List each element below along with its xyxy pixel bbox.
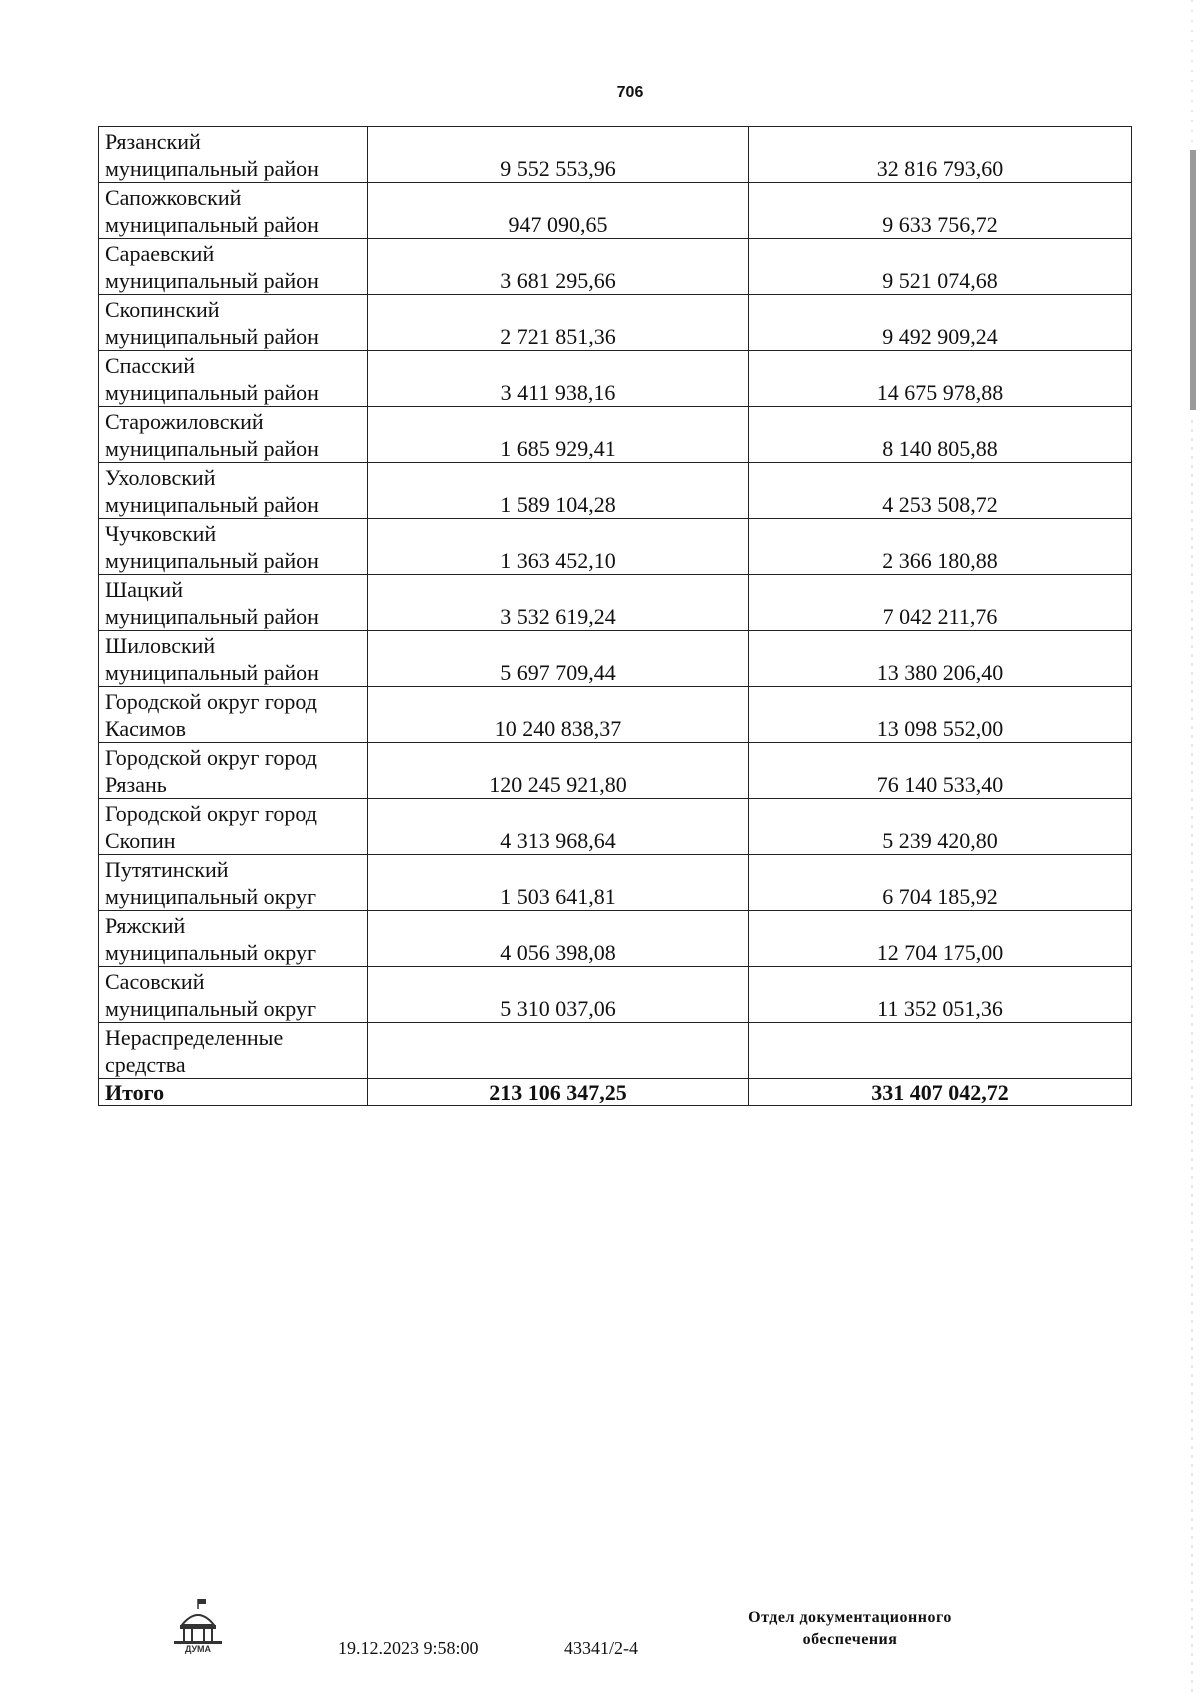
amount-cell-1: 3 411 938,16 [368,351,749,407]
district-name-cell [99,743,368,799]
district-name-cell [99,407,368,463]
amount-cell-2: 9 521 074,68 [749,239,1132,295]
district-name-line-1: Путятинский [105,857,229,882]
amount-cell-2: 6 704 185,92 [749,855,1132,911]
table-body [99,127,1132,1106]
district-name-line-1: Сараевский [105,241,215,266]
district-name-cell [99,575,368,631]
district-name-line-1: Скопинский [105,297,220,322]
amount-cell-2: 12 704 175,00 [749,911,1132,967]
table-row [99,631,1132,687]
amount-cell-2 [749,1023,1132,1079]
total-amount-cell-1: 213 106 347,25 [368,1079,749,1106]
district-name-line-2: средства [105,1052,186,1077]
amount-cell-1: 2 721 851,36 [368,295,749,351]
district-name-line-2: Скопин [105,828,176,853]
district-name-line-2: муниципальный район [105,436,319,461]
table-row [99,463,1132,519]
district-name-line-1: Городской округ город [105,689,317,714]
amount-cell-2: 8 140 805,88 [749,407,1132,463]
amount-cell-2: 14 675 978,88 [749,351,1132,407]
district-name-cell [99,239,368,295]
duma-logo-icon [168,1595,228,1655]
amount-cell-2: 2 366 180,88 [749,519,1132,575]
amount-cell-2: 32 816 793,60 [749,127,1132,183]
district-name-line-1: Сапожковский [105,185,242,210]
table-row [99,743,1132,799]
district-name-line-1: Рязанский [105,129,201,154]
footer-department [700,1607,1000,1651]
district-name-line-2: Касимов [105,716,186,741]
budget-table [98,126,1132,1106]
district-name-line-2: муниципальный район [105,660,319,685]
table-row [99,295,1132,351]
district-name-line-2: муниципальный район [105,492,319,517]
district-name-line-2: муниципальный район [105,380,319,405]
amount-cell-1: 3 532 619,24 [368,575,749,631]
amount-cell-1 [368,1023,749,1079]
district-name-line-1: Чучковский [105,521,217,546]
scan-edge-decoration [1186,0,1200,1695]
amount-cell-1: 1 589 104,28 [368,463,749,519]
amount-cell-2: 9 492 909,24 [749,295,1132,351]
amount-cell-1: 4 056 398,08 [368,911,749,967]
district-name-cell [99,911,368,967]
district-name-cell [99,1023,368,1079]
total-row [99,1079,1132,1106]
table-row [99,967,1132,1023]
district-name-cell [99,631,368,687]
district-name-cell [99,463,368,519]
table-row [99,127,1132,183]
amount-cell-2: 13 098 552,00 [749,687,1132,743]
district-name-cell [99,799,368,855]
department-line-2: обеспечения [802,1631,898,1648]
district-name-line-1: Шацкий [105,577,183,602]
amount-cell-2: 4 253 508,72 [749,463,1132,519]
district-name-line-1: Ряжский [105,913,186,938]
footer-datetime: 19.12.2023 9:58:00 [338,1638,479,1658]
amount-cell-2: 7 042 211,76 [749,575,1132,631]
district-name-cell [99,687,368,743]
amount-cell-1: 5 310 037,06 [368,967,749,1023]
district-name-cell [99,351,368,407]
table-row [99,183,1132,239]
amount-cell-1: 1 685 929,41 [368,407,749,463]
district-name-cell [99,967,368,1023]
district-name-line-1: Сасовский [105,969,205,994]
amount-cell-1: 120 245 921,80 [368,743,749,799]
amount-cell-1: 5 697 709,44 [368,631,749,687]
district-name-line-1: Старожиловский [105,409,264,434]
district-name-line-1: Спасский [105,353,195,378]
table-row [99,239,1132,295]
table-row [99,1023,1132,1079]
district-name-line-1: Шиловский [105,633,216,658]
table-row [99,855,1132,911]
district-name-line-2: муниципальный район [105,156,319,181]
district-name-line-1: Городской округ город [105,801,317,826]
table-row [99,351,1132,407]
district-name-cell [99,519,368,575]
district-name-cell [99,183,368,239]
amount-cell-1: 1 363 452,10 [368,519,749,575]
district-name-line-2: Рязань [105,772,167,797]
total-amount-cell-2: 331 407 042,72 [749,1079,1132,1106]
district-name-line-2: муниципальный округ [105,996,317,1021]
district-name-line-2: муниципальный район [105,604,319,629]
district-name-line-2: муниципальный район [105,268,319,293]
amount-cell-1: 4 313 968,64 [368,799,749,855]
amount-cell-1: 1 503 641,81 [368,855,749,911]
amount-cell-2: 9 633 756,72 [749,183,1132,239]
district-name-line-2: муниципальный район [105,548,319,573]
amount-cell-2: 76 140 533,40 [749,743,1132,799]
table-row [99,407,1132,463]
amount-cell-1: 10 240 838,37 [368,687,749,743]
amount-cell-1: 3 681 295,66 [368,239,749,295]
district-name-line-2: муниципальный округ [105,884,317,909]
district-name-cell [99,855,368,911]
district-name-cell [99,295,368,351]
table-row [99,519,1132,575]
district-name-line-2: муниципальный район [105,212,319,237]
table-row [99,575,1132,631]
total-label-cell: Итого [99,1079,368,1106]
district-name-line-2: муниципальный район [105,324,319,349]
department-line-1: Отдел документационного [748,1609,952,1626]
logo-text: ДУМА [184,1644,212,1654]
amount-cell-2: 5 239 420,80 [749,799,1132,855]
table-row [99,799,1132,855]
district-name-line-2: муниципальный округ [105,940,317,965]
amount-cell-2: 13 380 206,40 [749,631,1132,687]
district-name-line-1: Городской округ город [105,745,317,770]
district-name-line-1: Ухоловский [105,465,216,490]
amount-cell-1: 9 552 553,96 [368,127,749,183]
district-name-cell [99,127,368,183]
page-number: 706 [616,84,644,101]
district-name-line-1: Нераспределенные [105,1025,284,1050]
table-row [99,687,1132,743]
table-row [99,911,1132,967]
amount-cell-1: 947 090,65 [368,183,749,239]
amount-cell-2: 11 352 051,36 [749,967,1132,1023]
footer-doc-number: 43341/2-4 [564,1638,638,1658]
